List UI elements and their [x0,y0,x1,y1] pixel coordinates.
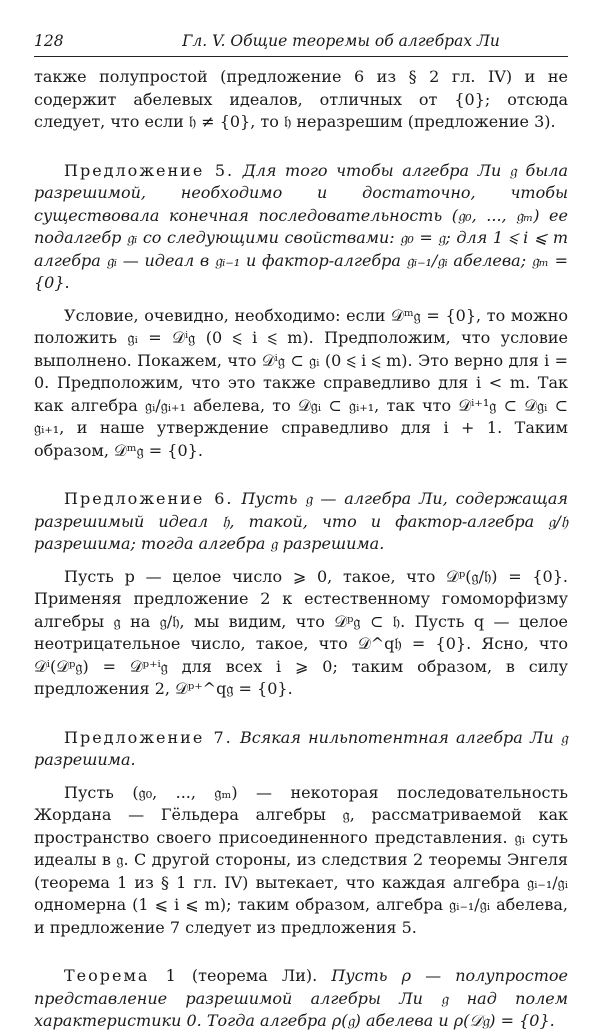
page-number: 128 [34,32,64,50]
proof-text: Пусть p — целое число ⩾ 0, такое, что 𝒟ᵖ(𝔤/𝔥) = {0}. Применяя предложение 2 к естественному гомоморфизму алгебры 𝔤 на 𝔤/𝔥, мы видим, что 𝒟ᵖ𝔤 ⊂ 𝔥. Пусть q — целое неотрицательное число, такое, что 𝒟^q𝔥 = {0}. Ясно, что 𝒟ⁱ(𝒟ᵖ𝔤) = 𝒟ᵖ⁺ⁱ𝔤 для всех i ⩾ 0; таким образом, в силу предложения 2, 𝒟ᵖ⁺^q𝔤 = {0}. [34,566,568,698]
proposition-statement: Для того чтобы алгебра Ли 𝔤 была разрешимой, необходимо и достаточно, чтобы существовала конечная последовательность (𝔤₀, ..., 𝔤ₘ) ее подалгебр 𝔤ᵢ со следующими свойствами: 𝔤₀ = 𝔤; для 1 ⩽ i ⩽ m алгебра 𝔤ᵢ — идеал в 𝔤ᵢ₋₁ и фактор-алгебра 𝔤ᵢ₋₁/𝔤ᵢ абелева; 𝔤ₘ = {0}. [34,160,568,292]
theorem-note: (теорема Ли). [191,966,318,985]
proof-proposition-5 [34,305,568,463]
proposition-statement: Пусть 𝔤 — алгебра Ли, содержащая разрешимый идеал 𝔥, такой, что и фактор-алгебра 𝔤/𝔥 разрешима; тогда алгебра 𝔤 разрешима. [34,489,568,553]
theorem-label: Теорема 1 [64,966,178,985]
paragraph-text: также полупростой (предложение 6 из § 2 гл. IV) и не содержит абелевых идеалов, отличных от {0}; отсюда следует, что если 𝔥 ≠ {0}, то 𝔥 неразрешим (предложение 3). [34,67,568,131]
theorem-statement: Пусть ρ — полупростое представление разрешимой алгебры Ли 𝔤 над полем характеристики 0. Тогда алгебра ρ(𝔤) абелева и ρ(𝒟𝔤) = {0}. [34,966,569,1030]
proof-proposition-6 [34,566,568,701]
running-header [34,30,568,57]
chapter-title: Гл. V. Общие теоремы об алгебрах Ли [182,32,500,50]
proof-proposition-7 [34,782,568,940]
proposition-7 [34,727,568,772]
paragraph-continuation [34,66,568,134]
proposition-statement: Всякая нильпотентная алгебра Ли 𝔤 разрешима. [34,727,568,769]
proposition-label: Предложение 6. [64,489,234,508]
proposition-label: Предложение 7. [64,727,233,747]
theorem-1 [34,965,568,1033]
proposition-label: Предложение 5. [64,160,235,180]
proof-text: Пусть (𝔤₀, ..., 𝔤ₘ) — некоторая последовательность Жордана — Гёльдера алгебры 𝔤, рассматриваемой как пространство своего присоединенного представления. 𝔤ᵢ суть идеалы в 𝔤. С другой стороны, из следствия 2 теоремы Энгеля (теорема 1 из § 1 гл. IV) вытекает, что каждая алгебра 𝔤ᵢ₋₁/𝔤ᵢ одномерна (1 ⩽ i ⩽ m); таким образом, алгебра 𝔤ᵢ₋₁/𝔤ᵢ абелева, и предложение 7 следует из предложения 5. [34,782,568,937]
proposition-5 [34,160,568,295]
page-body [34,66,568,1033]
proposition-6 [34,488,568,556]
proof-text: Условие, очевидно, необходимо: если 𝒟ᵐ𝔤 = {0}, то можно положить 𝔤ᵢ = 𝒟ⁱ𝔤 (0 ⩽ i ⩽ m). Предположим, что условие выполнено. Покажем, что 𝒟ⁱ𝔤 ⊂ 𝔤ᵢ (0 ⩽ i ⩽ m). Это верно для i = 0. Предположим, что это также справедливо для i < m. Так как алгебра 𝔤ᵢ/𝔤ᵢ₊₁ абелева, то 𝒟𝔤ᵢ ⊂ 𝔤ᵢ₊₁, так что 𝒟ⁱ⁺¹𝔤 ⊂ 𝒟𝔤ᵢ ⊂ 𝔤ᵢ₊₁, и наше утверждение справедливо для i + 1. Таким образом, 𝒟ᵐ𝔤 = {0}. [34,305,568,460]
